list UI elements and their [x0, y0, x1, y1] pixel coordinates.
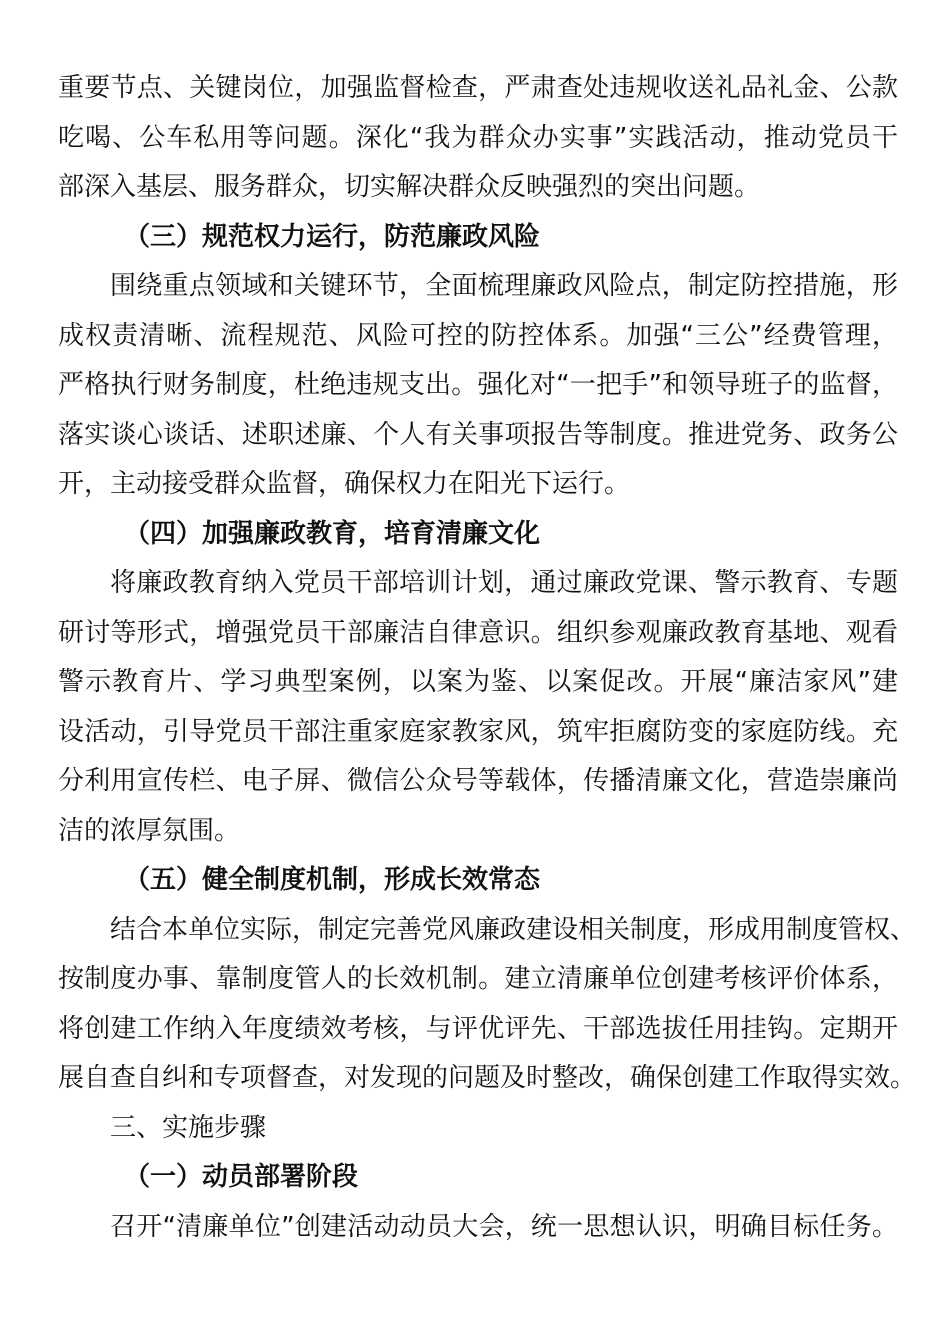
paragraph-line: 开，主动接受群众监督，确保权力在阳光下运行。: [58, 469, 631, 499]
paragraph-line: 将创建工作纳入年度绩效考核，与评优评先、干部选拔任用挂钩。定期开: [58, 1013, 898, 1044]
paragraph-line: 吃喝、公车私用等问题。深化“我为群众办实事”实践活动，推动党员干: [58, 122, 898, 153]
paragraph-line: 部深入基层、服务群众，切实解决群众反映强烈的突出问题。: [58, 172, 761, 202]
paragraph-line: 将廉政教育纳入党员干部培训计划，通过廉政党课、警示教育、专题: [110, 568, 898, 598]
paragraph-power-regulation: [58, 262, 898, 510]
heading-integrity-education: （四）加强廉政教育，培育清廉文化: [124, 518, 541, 549]
paragraph-line: 展自查自纠和专项督查，对发现的问题及时整改，确保创建工作取得实效。: [58, 1063, 917, 1093]
section-implementation-steps: 三、实施步骤: [110, 1112, 267, 1143]
paragraph-line: 成权责清晰、流程规范、风险可控的防控体系。加强“三公”经费管理，: [58, 320, 898, 351]
paragraph-institution-mechanism: [58, 906, 917, 1104]
heading-mobilization-stage: （一）动员部署阶段: [124, 1162, 359, 1192]
paragraph-line: 按制度办事、靠制度管人的长效机制。建立清廉单位创建考核评价体系，: [58, 964, 898, 994]
paragraph-line: 研讨等形式，增强党员干部廉洁自律意识。组织参观廉政教育基地、观看: [58, 617, 898, 648]
heading-power-regulation: （三）规范权力运行，防范廉政风险: [124, 221, 541, 252]
paragraph-mobilization-stage: [58, 1203, 898, 1253]
paragraph-integrity-education: [58, 559, 898, 856]
paragraph-line: 严格执行财务制度，杜绝违规支出。强化对“一把手”和领导班子的监督，: [58, 370, 898, 400]
paragraph-line: 重要节点、关键岗位，加强监督检查，严肃查处违规收送礼品礼金、公款: [58, 73, 898, 103]
document-page: [58, 64, 917, 1252]
paragraph-line: 召开“清廉单位”创建活动动员大会，统一思想认识，明确目标任务。: [110, 1211, 898, 1242]
heading-institution-mechanism: （五）健全制度机制，形成长效常态: [124, 865, 541, 895]
paragraph-line: 警示教育片、学习典型案例，以案为鉴、以案促改。开展“廉洁家风”建: [58, 667, 898, 697]
paragraph-line: 落实谈心谈话、述职述廉、个人有关事项报告等制度。推进党务、政务公: [58, 419, 898, 450]
paragraph-line: 分利用宣传栏、电子屏、微信公众号等载体，传播清廉文化，营造崇廉尚: [58, 766, 898, 796]
paragraph-discipline: [58, 64, 898, 213]
paragraph-line: 洁的浓厚氛围。: [58, 815, 241, 846]
paragraph-line: 围绕重点领域和关键环节，全面梳理廉政风险点，制定防控措施，形: [110, 271, 898, 301]
paragraph-line: 结合本单位实际，制定完善党风廉政建设相关制度，形成用制度管权、: [110, 914, 917, 945]
paragraph-line: 设活动，引导党员干部注重家庭家教家风，筑牢拒腐防变的家庭防线。充: [58, 716, 898, 747]
